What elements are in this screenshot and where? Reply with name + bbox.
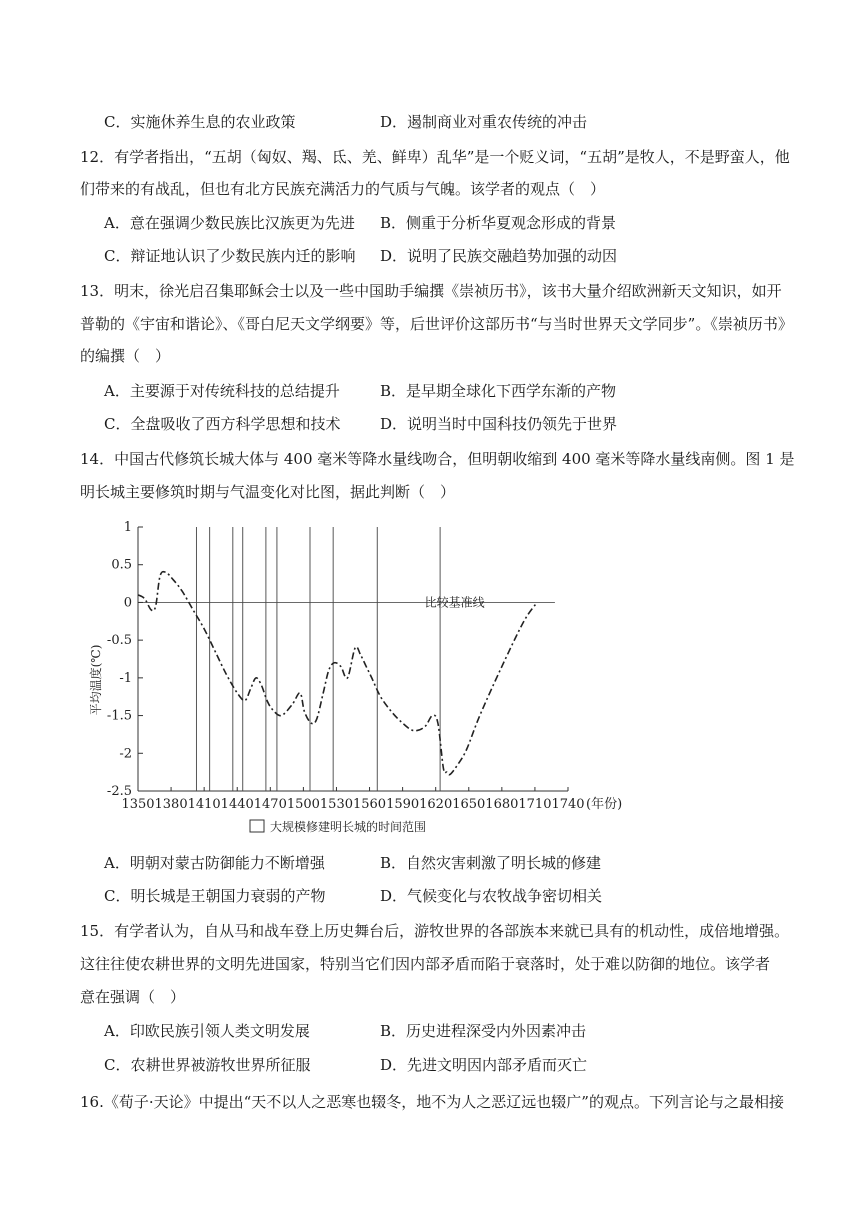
y-tick-label: -1.5 [106, 708, 132, 724]
temperature-chart [80, 515, 660, 840]
x-tick-label: 1380 [154, 797, 188, 812]
q13-option-d[interactable]: D．说明当时中国科技仍领先于世界 [380, 415, 618, 433]
q15-stem-line3: 意在强调（ ） [80, 988, 186, 1006]
q14-option-c[interactable]: C．明长城是王朝国力衰弱的产物 [104, 887, 326, 905]
q13-stem-line3: 的编撰（ ） [80, 347, 171, 365]
q11-option-c[interactable]: C．实施休养生息的农业政策 [104, 113, 296, 131]
x-tick-label: 1500 [286, 797, 320, 812]
x-tick-label: 1350 [121, 797, 155, 812]
x-tick-label: 1650 [452, 797, 486, 812]
q13-stem-line2: 普勒的《宇宙和谐论》、《哥白尼天文学纲要》等，后世评价这部历书“与当时世界天文学同步”。《崇祯历书》 [80, 315, 793, 333]
q14-stem-line2: 明长城主要修筑时期与气温变化对比图，据此判断（ ） [80, 483, 456, 501]
q15-option-a[interactable]: A．印欧民族引领人类文明发展 [104, 1022, 310, 1040]
x-tick-label: 1680 [485, 797, 519, 812]
q14-option-d[interactable]: D．气候变化与农牧战争密切相关 [380, 887, 603, 905]
y-tick-label: 0 [123, 595, 132, 611]
q15-option-b[interactable]: B．历史进程深受内外因素冲击 [380, 1022, 587, 1040]
legend-swatch [250, 820, 264, 832]
y-tick-label: 1 [123, 520, 132, 535]
baseline-label: 比较基准线 [424, 595, 485, 610]
q15-option-c[interactable]: C．农耕世界被游牧世界所征服 [104, 1056, 311, 1074]
q14-option-a[interactable]: A．明朝对蒙古防御能力不断增强 [104, 854, 325, 872]
x-tick-label: 1440 [220, 797, 254, 812]
q13-option-b[interactable]: B．是早期全球化下西学东渐的产物 [380, 382, 617, 400]
q13-option-c[interactable]: C．全盘吸收了西方科学思想和技术 [104, 415, 341, 433]
q12-stem-line2: 们带来的有战乱，但也有北方民族充满活力的气质与气魄。该学者的观点（ ） [80, 180, 606, 198]
x-axis-label: (年份) [586, 797, 623, 812]
q15-stem-line2: 这往往使农耕世界的文明先进国家，特别当它们因内部矛盾而陷于衰落时，处于难以防御的地位。该学者 [80, 955, 771, 973]
y-tick-label: 0.5 [111, 557, 132, 573]
x-tick-label: 1470 [253, 797, 287, 812]
q16-stem-line1: 16.《荀子·天论》中提出“天不以人之恶寒也辍冬，地不为人之恶辽远也辍广”的观点。下列言论与之最相接 [80, 1093, 784, 1111]
y-tick-label: -1 [119, 670, 132, 686]
x-tick-label: 1620 [419, 797, 453, 812]
y-tick-label: -2.5 [106, 784, 132, 799]
q13-option-a[interactable]: A．主要源于对传统科技的总结提升 [104, 382, 340, 400]
q12-option-a[interactable]: A．意在强调少数民族比汉族更为先进 [104, 214, 355, 232]
q13-stem-line1: 13．明末，徐光启召集耶稣会士以及一些中国助手编撰《崇祯历书》，该书大量介绍欧洲新天文知识，如开 [80, 282, 782, 300]
x-tick-label: 1710 [518, 797, 552, 812]
q12-option-b[interactable]: B．侧重于分析华夏观念形成的背景 [380, 214, 617, 232]
x-tick-label: 1410 [187, 797, 221, 812]
q12-stem-line1: 12．有学者指出，“五胡（匈奴、羯、氐、羌、鲜卑）乱华”是一个贬义词，“五胡”是牧人，不是野蛮人，他 [80, 148, 790, 166]
y-tick-label: -2 [119, 746, 132, 762]
y-tick-label: -0.5 [106, 633, 132, 649]
q11-option-d[interactable]: D．遏制商业对重农传统的冲击 [380, 113, 588, 131]
q14-option-b[interactable]: B．自然灾害刺激了明长城的修建 [380, 854, 602, 872]
x-tick-label: 1530 [319, 797, 354, 812]
y-axis-label: 平均温度(℃) [89, 644, 103, 716]
q12-option-d[interactable]: D．说明了民族交融趋势加强的动因 [380, 247, 618, 265]
q12-option-c[interactable]: C．辩证地认识了少数民族内迁的影响 [104, 247, 356, 265]
q14-stem-line1: 14．中国古代修筑长城大体与 400 毫米等降水量线吻合，但明朝收缩到 400 毫米等降水量线南侧。图 1 是 [80, 450, 795, 468]
x-tick-label: 1560 [352, 797, 387, 812]
q15-option-d[interactable]: D．先进文明因内部矛盾而灭亡 [380, 1056, 588, 1074]
x-tick-label: 1590 [386, 797, 420, 812]
x-tick-label: 1740 [551, 797, 585, 812]
legend-label: 大规模修建明长城的时间范围 [270, 820, 427, 834]
q15-stem-line1: 15．有学者认为，自从马和战车登上历史舞台后，游牧世界的各部族本来就已具有的机动性，成倍地增强。 [80, 922, 790, 940]
